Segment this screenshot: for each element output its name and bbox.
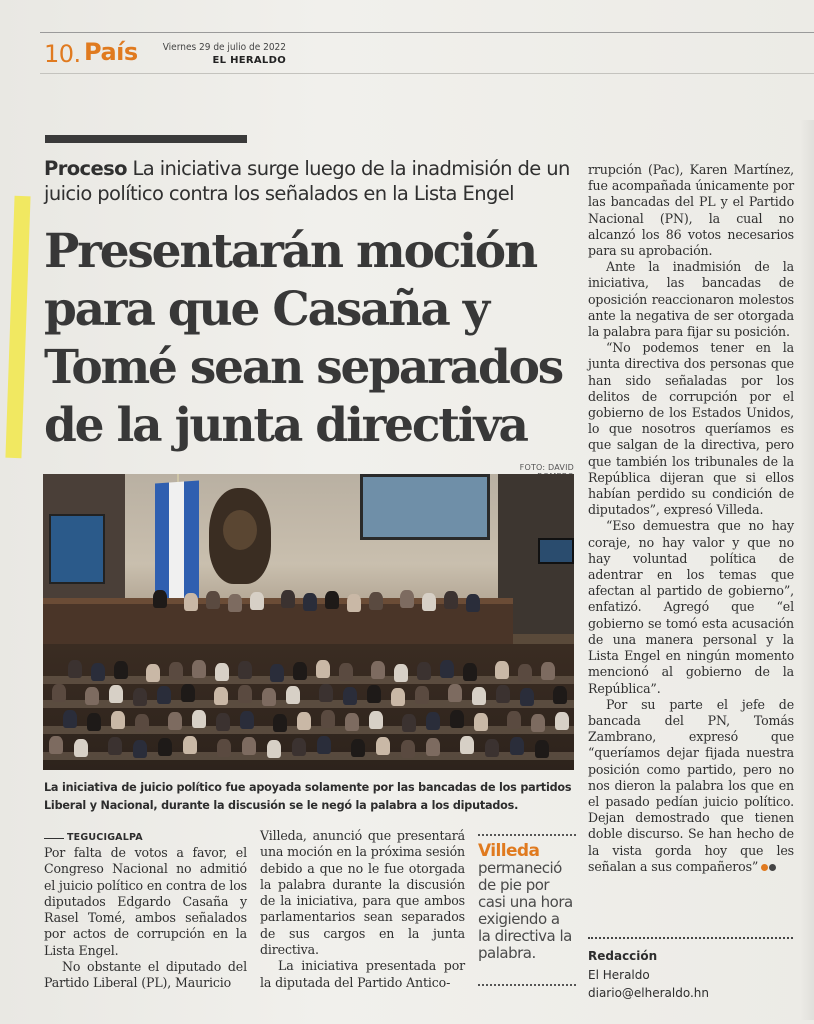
- photo-person: [133, 688, 147, 706]
- photo-person: [426, 738, 440, 756]
- photo-screen-left: [49, 514, 105, 584]
- byline-publication: El Heraldo: [588, 968, 650, 982]
- paragraph: No obstante el diputado del Partido Liberal (PL), Mauricio: [44, 959, 247, 991]
- photo-person: [270, 664, 284, 682]
- photo-person: [158, 738, 172, 756]
- photo-tv: [538, 538, 574, 564]
- photo-person: [444, 591, 458, 609]
- photo-person: [376, 737, 390, 755]
- dateline-dash: [44, 838, 64, 839]
- photo-person: [325, 591, 339, 609]
- photo-emblem-center: [223, 510, 257, 550]
- photo-person: [343, 687, 357, 705]
- photo-person: [214, 687, 228, 705]
- paragraph: “Eso demuestra que no hay coraje, no hay valor y que no hay voluntad política de adentrar en los temas que afectan al partido de gobierno”, enfatizó. Agregó que “el gobierno se tomó esta acusación de una manera personal y la Lista Engel en ningún momento mencionó al gobierno de la República”.: [588, 518, 794, 696]
- photo-person: [321, 710, 335, 728]
- kicker-text: La iniciativa surge luego de la inadmisión de un juicio político contra los señalados en la Lista Engel: [44, 157, 570, 205]
- photo-person: [400, 590, 414, 608]
- photo-person: [369, 711, 383, 729]
- page-shadow: [800, 120, 814, 1020]
- photo-person: [495, 661, 509, 679]
- photo-person: [553, 686, 567, 704]
- photo-person: [555, 712, 569, 730]
- paragraph: [588, 697, 794, 875]
- photo-person: [85, 687, 99, 705]
- photo-person: [535, 740, 549, 758]
- photo-person: [541, 662, 555, 680]
- body-column-1: [44, 845, 247, 992]
- page-number: 10.: [44, 40, 81, 68]
- highlighter-mark: [5, 196, 30, 458]
- photo-caption: La iniciativa de juicio político fue apoyada solamente por las bancadas de los partidos Liberal y Nacional, durante la discusión se le negó la palabra a los diputados.: [44, 781, 572, 812]
- pull-quote-text: permaneció de pie por casi una hora exigiendo a la directiva la palabra.: [478, 859, 573, 962]
- pull-quote-rule-bottom: [478, 984, 576, 986]
- photo-person: [417, 662, 431, 680]
- photo-person: [472, 687, 486, 705]
- photo-person: [49, 736, 63, 754]
- photo-person: [184, 593, 198, 611]
- photo-person: [68, 660, 82, 678]
- article-photo: [43, 474, 574, 770]
- photo-person: [297, 712, 311, 730]
- photo-person: [153, 590, 167, 608]
- photo-person: [146, 664, 160, 682]
- photo-person: [463, 663, 477, 681]
- photo-person: [351, 739, 365, 757]
- photo-person: [531, 714, 545, 732]
- photo-person: [216, 713, 230, 731]
- photo-person: [401, 740, 415, 758]
- photo-screen-right: [360, 474, 490, 540]
- photo-person: [250, 592, 264, 610]
- photo-person: [135, 714, 149, 732]
- photo-desk-row: [43, 700, 574, 708]
- photo-person: [450, 710, 464, 728]
- header-rule: [40, 73, 814, 74]
- paragraph: Ante la inadmisión de la iniciativa, las bancadas de oposición reaccionaron molestos ante la negativa de ser otorgada la palabra para fijar su posición.: [588, 259, 794, 340]
- photo-person: [133, 740, 147, 758]
- photo-person: [215, 663, 229, 681]
- photo-person: [317, 736, 331, 754]
- photo-person: [206, 591, 220, 609]
- photo-person: [422, 593, 436, 611]
- photo-person: [108, 737, 122, 755]
- photo-person: [394, 664, 408, 682]
- photo-person: [192, 710, 206, 728]
- photo-person: [293, 662, 307, 680]
- photo-person: [292, 738, 306, 756]
- top-rule: [40, 32, 814, 33]
- photo-person: [367, 685, 381, 703]
- photo-person: [485, 739, 499, 757]
- end-mark-icon: [761, 864, 768, 871]
- closing-paragraph-text: Por su parte el jefe de bancada del PN, Tomás Zambrano, expresó que “queríamos dejar fijada nuestra posición como partido, pero no nos dieron la palabra los que en el pasado pedían juicio político. Dejan demostrado que tienen doble discurso. Se han hecho de la vista gorda hoy que les señalan a sus compañeros”: [588, 696, 794, 874]
- photo-person: [402, 714, 416, 732]
- photo-person: [391, 688, 405, 706]
- photo-person: [518, 664, 532, 682]
- photo-person: [238, 661, 252, 679]
- section-bar: [45, 135, 247, 143]
- photo-person: [281, 590, 295, 608]
- photo-person: [507, 711, 521, 729]
- body-column-2: [260, 828, 465, 991]
- paragraph: “No podemos tener en la junta directiva dos personas que han sido señaladas por los delitos de corrupción por el gobierno de los Estados Unidos, lo que nosotros queríamos es que salgan de la directiva, pero que también los tribunales de la República dijeran que si ellos habían perdido su condición de diputados”, expresó Villeda.: [588, 340, 794, 518]
- photo-person: [240, 711, 254, 729]
- photo-person: [242, 737, 256, 755]
- photo-person: [286, 686, 300, 704]
- photo-person: [228, 594, 242, 612]
- photo-person: [426, 712, 440, 730]
- photo-person: [474, 713, 488, 731]
- photo-person: [345, 713, 359, 731]
- photo-person: [192, 660, 206, 678]
- photo-credit: FOTO: DAVID: [519, 463, 574, 472]
- photo-person: [339, 663, 353, 681]
- photo-person: [169, 662, 183, 680]
- body-column-3: [588, 162, 794, 875]
- photo-person: [91, 663, 105, 681]
- photo-person: [87, 713, 101, 731]
- newspaper-name: EL HERALDO: [212, 55, 286, 66]
- photo-person: [63, 710, 77, 728]
- photo-person: [303, 593, 317, 611]
- photo-person: [440, 660, 454, 678]
- issue-date: Viernes 29 de julio de 2022: [162, 42, 286, 53]
- paragraph: Por falta de votos a favor, el Congreso Nacional no admitió el juicio político en contra de los diputados Edgardo Casaña y Rasel Tomé, ambos señalados por actos de corrupción en la Lista Engel.: [44, 845, 247, 958]
- photo-person: [109, 685, 123, 703]
- photo-person: [496, 685, 510, 703]
- photo-person: [181, 684, 195, 702]
- photo-person: [466, 594, 480, 612]
- photo-person: [316, 660, 330, 678]
- signature-rule: [588, 937, 793, 939]
- photo-person: [415, 686, 429, 704]
- photo-person: [448, 684, 462, 702]
- photo-person: [371, 661, 385, 679]
- photo-person: [510, 737, 524, 755]
- photo-person: [74, 739, 88, 757]
- photo-person: [460, 736, 474, 754]
- kicker: [44, 156, 580, 206]
- byline-email: diario@elheraldo.hn: [588, 986, 710, 1000]
- end-mark-icon: [769, 864, 776, 871]
- dateline: TEGUCIGALPA: [67, 832, 143, 843]
- photo-person: [183, 736, 197, 754]
- byline-label: Redacción: [588, 949, 658, 963]
- photo-person: [520, 688, 534, 706]
- photo-person: [369, 592, 383, 610]
- photo-person: [114, 661, 128, 679]
- photo-person: [111, 711, 125, 729]
- pull-quote-rule: [478, 834, 576, 836]
- photo-person: [217, 739, 231, 757]
- photo-person: [267, 740, 281, 758]
- paragraph: La iniciativa presentada por la diputada del Partido Antico-: [260, 958, 465, 990]
- kicker-label: Proceso: [44, 157, 127, 180]
- section-name: País: [84, 38, 138, 66]
- photo-person: [168, 712, 182, 730]
- photo-person: [262, 688, 276, 706]
- photo-person: [52, 684, 66, 702]
- photo-person: [273, 714, 287, 732]
- headline: Presentarán moción para que Casaña y Tomé sean separados de la junta directiva: [44, 224, 563, 453]
- pull-quote-name: Villeda: [478, 841, 540, 861]
- photo-person: [319, 684, 333, 702]
- photo-person: [347, 594, 361, 612]
- photo-person: [238, 685, 252, 703]
- paragraph: Villeda, anunció que presentará una moción en la próxima sesión debido a que no le fue otorgada la palabra durante la discusión de la iniciativa, para que ambos parlamentarios sean separados de sus cargos en la junta directiva.: [260, 828, 465, 958]
- paragraph: rrupción (Pac), Karen Martínez, fue acompañada únicamente por las bancadas del PL y el Partido Nacional (PN), la cual no alcanzó los 86 votos necesarios para su aprobación.: [588, 162, 794, 259]
- photo-person: [157, 686, 171, 704]
